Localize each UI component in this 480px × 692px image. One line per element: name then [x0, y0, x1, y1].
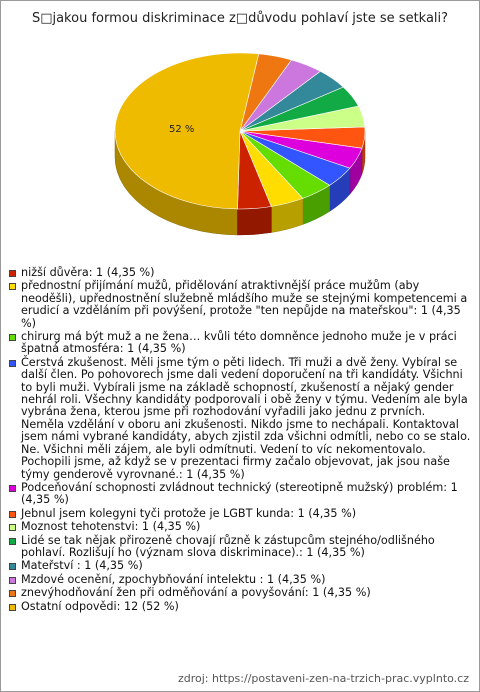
legend-swatch: [9, 538, 16, 545]
legend-item-11: [9, 587, 471, 599]
legend-swatch: [9, 590, 16, 597]
legend-item-2: [9, 280, 471, 330]
legend-item-6: [9, 508, 471, 520]
legend-label: znevýhodňování žen při odměňování a povyšování: 1 (4,35 %): [21, 586, 371, 600]
pie-side-1: [238, 207, 272, 235]
pie-data-label-12: 52 %: [168, 124, 195, 136]
legend-swatch: [9, 577, 16, 584]
legend-swatch: [9, 270, 16, 277]
source-note: zdroj: https://postaveni-zen-na-trzich-prac.vyplnto.cz: [177, 672, 469, 685]
legend: [9, 267, 471, 614]
legend-item-5: [9, 482, 471, 507]
legend-item-12: [9, 601, 471, 613]
legend-label: Čerstvá zkušenost. Měli jsme tým o pěti lidech. Tři muži a dvě ženy. Vybíral se další člen. Po pohovorech jsme dali vedení doporučení na tři kandidáty. Všichni to byli muži. Vybírali jsme na základě schopností, zkušeností a nějaký gender nehrál roli. Všechny kandidáty podporovali i obě ženy v týmu. Vedením ale byla vybrána žena, kterou jsme při rozhodování vyřadili jako jednu z prvních. Neměla vzdělání v oboru ani zkušenosti. Nikdo jsme to nechápali. Kontaktoval jsem námi vybrané kandidáty, abych zjistil zda všichni odmítli, nebo co se stalo. Ne. Všichni měli zájem, ale byli odmítnuti. Vedení to víc nekomentovalo. Pochopili jsme, až když se v prezentaci firmy začalo objevovat, jak jsou naše týmy genderově vyrovnané.: 1 (4,35 %): [21, 355, 471, 481]
legend-label: chirurg má být muž a ne žena… kvůli této domněnce jednoho muže je v práci špatná atmosféra: 1 (4,35 %): [21, 330, 457, 356]
legend-item-1: [9, 267, 471, 279]
pie-chart: [1, 31, 479, 267]
legend-swatch: [9, 283, 16, 290]
legend-swatch: [9, 563, 16, 570]
chart-title: S□jakou formou diskriminace z□důvodu pohlaví jste se setkali?: [31, 11, 449, 26]
legend-label: přednostní přijímání mužů, přidělování atraktivnější práce mužům (aby neoděšli), upřednostnění služebně mládšího muže se stejnými kompetencemi a erudicí a vzděláním při povýšení, protože "ten nepůjde na mateřskou": 1 (4,35 %): [21, 279, 468, 330]
legend-item-8: [9, 535, 471, 560]
legend-label: Ostatní odpovědi: 12 (52 %): [21, 599, 179, 613]
legend-swatch: [9, 524, 16, 531]
legend-item-3: [9, 331, 471, 356]
legend-swatch: [9, 334, 16, 341]
legend-label: Lidé se tak nějak přirozeně chovají různě k zástupcům stejného/odlišného pohlaví. Rozlišují ho (význam slova diskriminace).: 1 (4,35 %): [21, 533, 435, 559]
legend-item-7: [9, 521, 471, 533]
legend-label: Mzdové ocenění, zpochybňování intelektu : 1 (4,35 %): [21, 572, 326, 586]
legend-label: Mateřství : 1 (4,35 %): [21, 559, 143, 573]
legend-item-4: [9, 357, 471, 481]
legend-swatch: [9, 511, 16, 518]
legend-label: nižší důvěra: 1 (4,35 %): [21, 266, 155, 279]
legend-label: Moznost tehotenstvi: 1 (4,35 %): [21, 520, 201, 534]
legend-item-9: [9, 560, 471, 572]
legend-swatch: [9, 604, 16, 611]
legend-label: Podceňování schopnosti zvládnout technický (stereotipně mužský) problém: 1 (4,35 %): [21, 480, 458, 507]
legend-item-10: [9, 574, 471, 586]
legend-label: Jebnul jsem kolegyni tyči protože je LGBT kunda: 1 (4,35 %): [21, 506, 357, 520]
legend-swatch: [9, 360, 16, 367]
legend-swatch: [9, 485, 16, 492]
